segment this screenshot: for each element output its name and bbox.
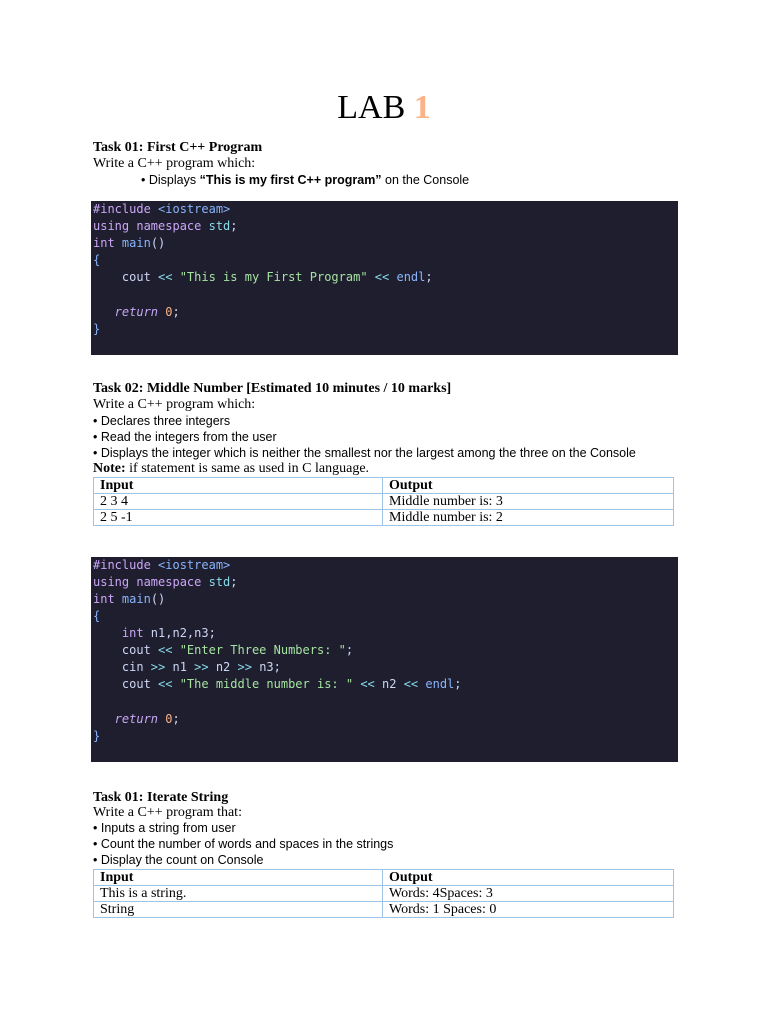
table-cell: 2 3 4 (94, 494, 383, 510)
table-cell: 2 5 -1 (94, 510, 383, 526)
code-line: return 0; (93, 305, 180, 319)
code-line: } (93, 729, 101, 743)
table-cell: Middle number is: 3 (383, 494, 674, 510)
code-line: #include <iostream> (93, 202, 231, 216)
task2-bullet-2: • Read the integers from the user (93, 430, 277, 444)
code-line: int n1,n2,n3; (93, 626, 216, 640)
task2-io-table (93, 477, 674, 526)
table-cell: This is a string. (94, 886, 383, 902)
code-line: cout << "Enter Three Numbers: "; (93, 643, 354, 657)
task3-heading: Task 01: Iterate String (93, 790, 229, 805)
task3-intro: Write a C++ program that: (93, 805, 242, 820)
table-header-row (94, 478, 674, 494)
title-text: LAB (337, 89, 414, 126)
table-row (94, 494, 674, 510)
code-block-2 (91, 557, 678, 762)
code-line: cout << "This is my First Program" << endl; (93, 270, 433, 284)
code-line: int main() (93, 236, 166, 250)
code-line: using namespace std; (93, 219, 238, 233)
task3-bullet-3: • Display the count on Console (93, 853, 264, 867)
table-cell: Words: 4Spaces: 3 (383, 886, 674, 902)
code-block-1 (91, 201, 678, 355)
task3-bullet-2: • Count the number of words and spaces in the strings (93, 837, 394, 851)
code-line: { (93, 609, 101, 623)
table-header-output: Output (383, 478, 674, 494)
task2-bullet-1: • Declares three integers (93, 414, 231, 428)
code-line: int main() (93, 592, 166, 606)
code-line: using namespace std; (93, 575, 238, 589)
code-line: return 0; (93, 712, 180, 726)
page-title (0, 86, 768, 130)
code-line: #include <iostream> (93, 558, 231, 572)
table-cell: String (94, 902, 383, 918)
task2-intro: Write a C++ program which: (93, 397, 256, 412)
table-cell: Words: 1 Spaces: 0 (383, 902, 674, 918)
task2-note: Note: if statement is same as used in C language. (93, 461, 370, 476)
task1-heading: Task 01: First C++ Program (93, 140, 263, 155)
table-cell: Middle number is: 2 (383, 510, 674, 526)
table-header-row (94, 870, 674, 886)
task3-io-table (93, 869, 674, 918)
task1-intro: Write a C++ program which: (93, 156, 256, 171)
table-row (94, 902, 674, 918)
code-line: cin >> n1 >> n2 >> n3; (93, 660, 281, 674)
table-header-output: Output (383, 870, 674, 886)
table-row (94, 510, 674, 526)
task2-heading: Task 02: Middle Number [Estimated 10 minutes / 10 marks] (93, 381, 452, 396)
code-line: } (93, 322, 101, 336)
title-number: 1 (413, 89, 431, 126)
code-line: { (93, 253, 101, 267)
task1-bullet: • Displays “This is my first C++ program” on the Console (141, 173, 470, 187)
task2-bullet-3: • Displays the integer which is neither the smallest nor the largest among the three on the Console (93, 446, 636, 460)
table-row (94, 886, 674, 902)
task3-bullet-1: • Inputs a string from user (93, 821, 236, 835)
table-header-input: Input (94, 478, 383, 494)
code-line: cout << "The middle number is: " << n2 << endl; (93, 677, 462, 691)
table-header-input: Input (94, 870, 383, 886)
